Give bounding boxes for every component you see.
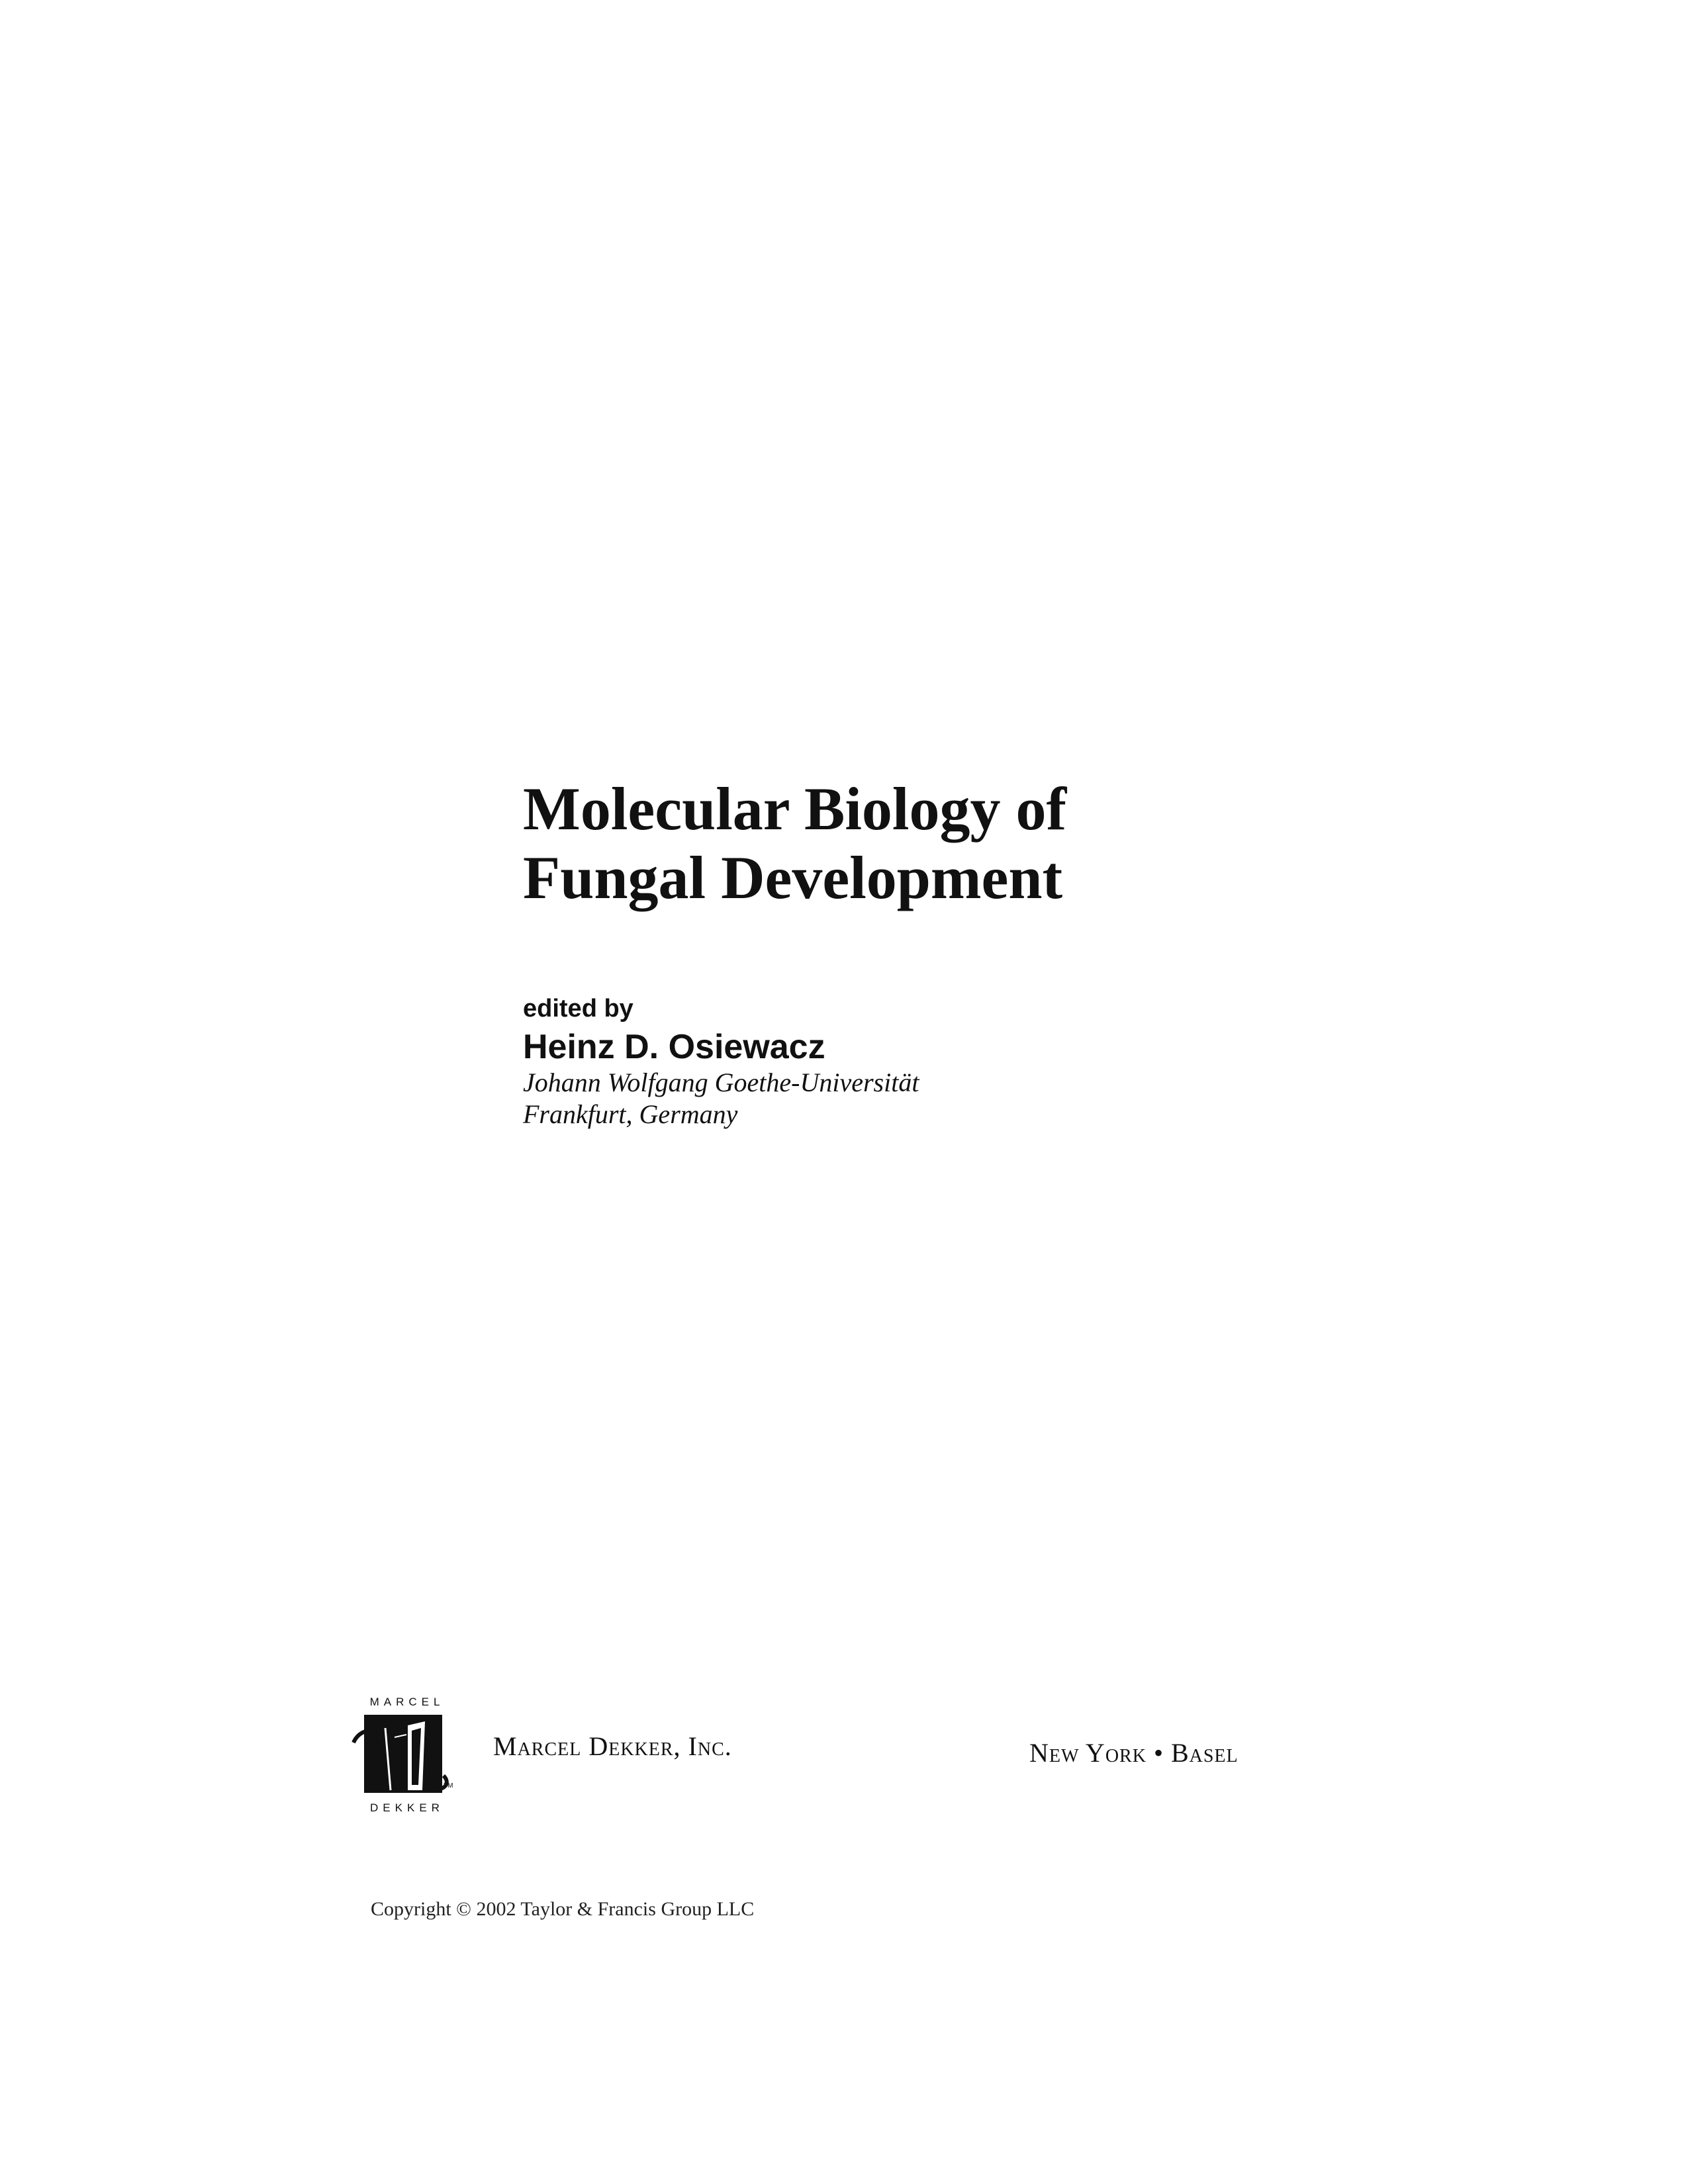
marcel-dekker-logo-icon	[344, 1691, 470, 1817]
edited-by-label: edited by	[523, 995, 633, 1023]
publisher-name: Marcel Dekker, Inc.	[493, 1731, 732, 1761]
book-title-line-2: Fungal Development	[523, 844, 1063, 911]
book-title-line-1: Molecular Biology of	[523, 775, 1067, 842]
logo-square	[364, 1715, 442, 1793]
logo-bottom-text: DEKKER	[370, 1801, 444, 1814]
publisher-cities: New York • Basel	[1029, 1738, 1239, 1768]
editor-name: Heinz D. Osiewacz	[523, 1028, 825, 1066]
book-title	[523, 774, 1317, 912]
logo-top-text: MARCEL	[369, 1696, 445, 1708]
logo-tm: TM	[444, 1782, 453, 1790]
editor-affiliation-line-2: Frankfurt, Germany	[523, 1099, 738, 1129]
editor-affiliation-line-1: Johann Wolfgang Goethe-Universität	[523, 1068, 919, 1097]
copyright-notice: Copyright © 2002 Taylor & Francis Group LLC	[371, 1898, 755, 1920]
editor-block	[523, 993, 1317, 1130]
